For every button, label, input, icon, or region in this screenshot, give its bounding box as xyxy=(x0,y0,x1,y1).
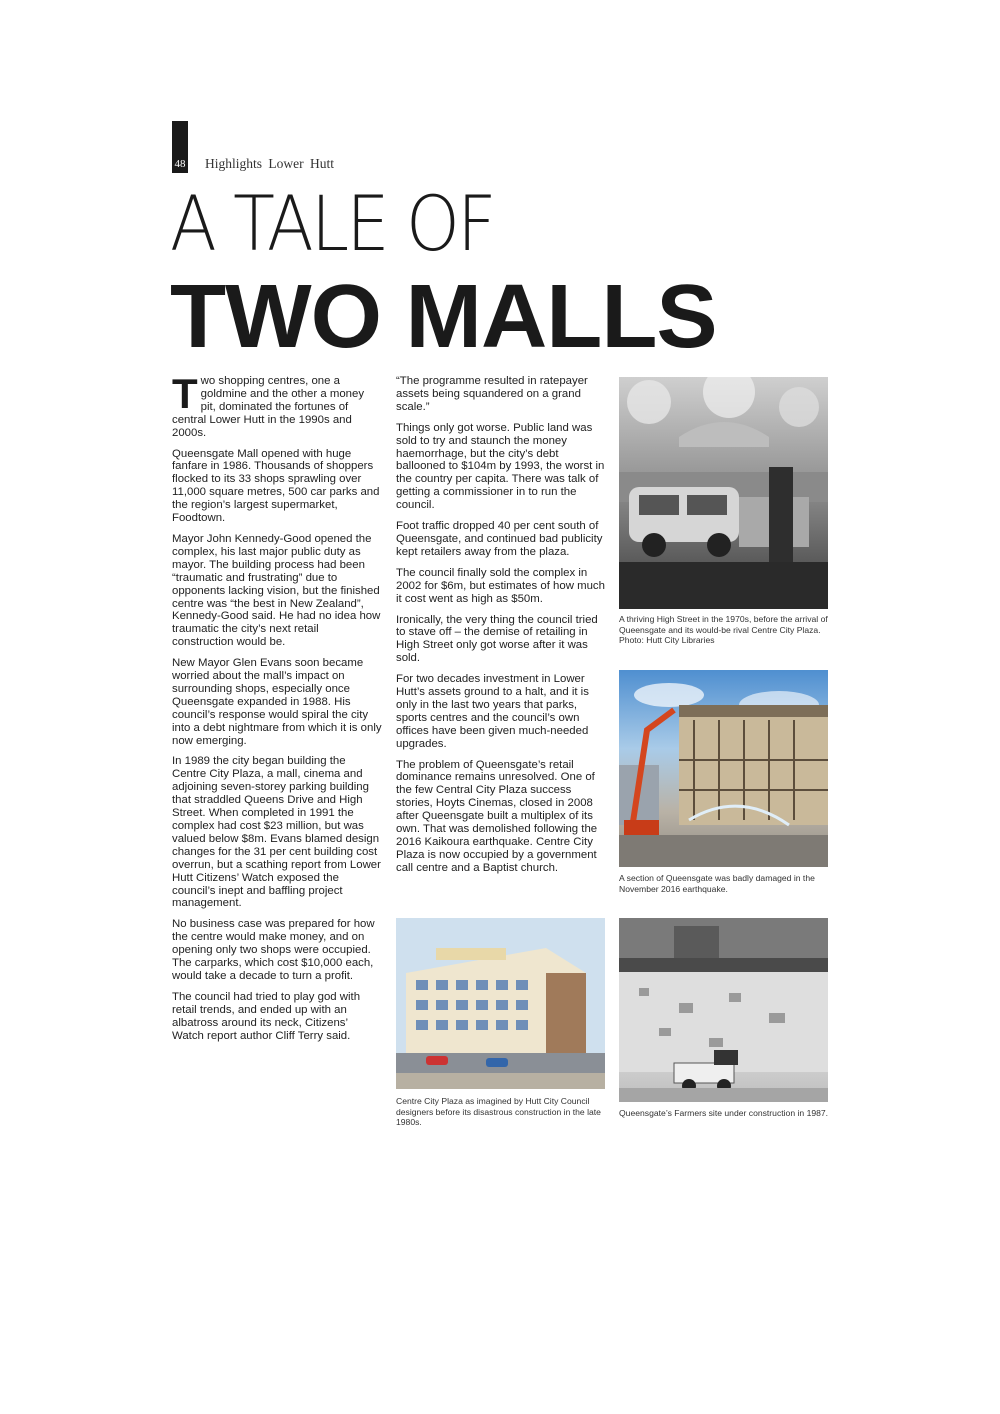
article-paragraph: Foot traffic dropped 40 per cent south of Queensgate, and continued bad publicity kept retailers away from the plaza. xyxy=(396,520,603,558)
article-paragraph: Things only got worse. Public land was sold to try and staunch the money haemorrhage, but the city’s debt ballooned to $104m by 1993, the worst in the country per capita. There was talk of getting a commissioner in to run the council. xyxy=(396,421,605,512)
photo-high-street-1970s xyxy=(619,377,828,609)
article-paragraph: In 1989 the city began building the Centre City Plaza, a mall, cinema and adjoining seven-storey parking building that straddled Queens Drive and High Street. When completed in 1991 the complex had cost $23 million, but was valued below $8m. Evans blamed design changes for the 31 per cent building cost overrun, but a scathing report from Lower Hutt Citizens’ Watch exposed the council’s inept and baffling project management. xyxy=(172,755,381,910)
drop-cap: T xyxy=(172,370,198,417)
article-paragraph: Ironically, the very thing the council tried to stave off – the demise of retailing in High Street only got worse after it was sold. xyxy=(396,613,598,665)
article-paragraph xyxy=(172,370,382,440)
headline-line-2: TWO MALLS xyxy=(170,267,717,367)
photo-queensgate-demolition xyxy=(619,670,828,867)
photo-farmers-site-construction xyxy=(619,918,828,1102)
section-label: Highlights Lower Hutt xyxy=(205,156,334,171)
article-paragraph: For two decades investment in Lower Hutt’s assets ground to a halt, and it is only in the last two years that parks, sports centres and the council’s own offices have been given much-needed upgrades. xyxy=(396,673,589,750)
article-paragraph: Queensgate Mall opened with huge fanfare in 1986. Thousands of shoppers flocked to its 33 shops sprawling over 11,000 square metres, 500 car parks and the region’s largest supermarket, Foodtown. xyxy=(172,447,380,525)
page-number: 48 xyxy=(174,158,186,170)
article-paragraph: The council finally sold the complex in 2002 for $6m, but estimates of how much it cost went as high as $50m. xyxy=(396,566,605,605)
article-paragraph: The council had tried to play god with retail trends, and ended up with an albatross around its neck, Citizens’ Watch report author Cliff Terry said. xyxy=(172,990,361,1042)
caption-photo-2: A section of Queensgate was badly damaged in the November 2016 earthquake. xyxy=(619,873,815,894)
article-paragraph: New Mayor Glen Evans soon became worried about the mall’s impact on surrounding shops, especially once Queensgate expanded in 1988. His council’s response would spiral the city into a debt nightmare from which it is only now emerging. xyxy=(172,657,382,747)
headline-line-1: A TALE OF xyxy=(170,179,494,268)
caption-photo-4: Queensgate’s Farmers site under construction in 1987. xyxy=(619,1108,829,1118)
caption-photo-3: Centre City Plaza as imagined by Hutt City Council designers before its disastrous construction in the late 1980s. xyxy=(396,1096,601,1128)
article-column-1 xyxy=(172,370,382,1051)
article-column-2 xyxy=(396,375,606,883)
article-paragraph: No business case was prepared for how the centre would make money, and on opening only two shops were occupied. The carparks, which cost $10,000 each, would take a decade to turn a profit. xyxy=(172,918,375,982)
caption-photo-1: A thriving High Street in the 1970s, before the arrival of Queensgate and its would-be rival Centre City Plaza. Photo: Hutt City Libraries xyxy=(619,614,828,646)
paragraph-text: wo shopping centres, one a goldmine and the other a money pit, dominated the fortunes of central Lower Hutt in the 1990s and 2000s. xyxy=(172,375,365,439)
article-paragraph: “The programme resulted in ratepayer assets being squandered on a grand scale.” xyxy=(396,375,588,413)
photo-centre-city-plaza-painting xyxy=(396,918,605,1089)
article-paragraph: Mayor John Kennedy-Good opened the complex, his last major public duty as mayor. The building process had been “traumatic and frustrating” due to opponents lacking vision, but the finished centre was “the best in New Zealand”, Kennedy-Good said. He had no idea how traumatic the city’s next retail construction would be. xyxy=(172,532,381,649)
article-paragraph: The problem of Queensgate’s retail dominance remains unresolved. One of the few Central City Plaza success stories, Hoyts Cinemas, closed in 2008 after Queensgate built a multiplex of its own. That was demolished following the 2016 Kaikoura earthquake. Centre City Plaza is now occupied by a government call centre and a Baptist church. xyxy=(396,758,598,874)
